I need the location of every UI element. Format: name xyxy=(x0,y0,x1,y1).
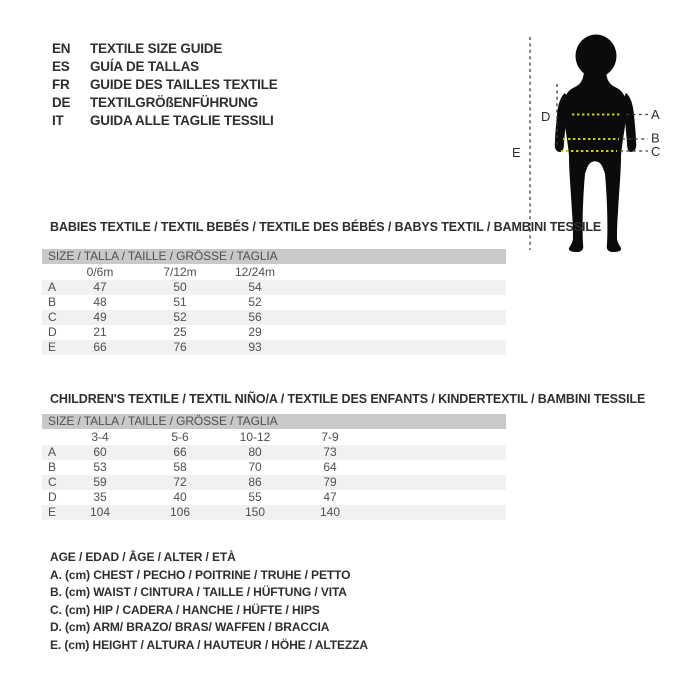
spacer-cell xyxy=(42,264,70,280)
size-cell: 79 xyxy=(323,475,337,489)
size-cell: 35 xyxy=(93,490,107,504)
table-row xyxy=(42,490,506,505)
measurement-label-height: E xyxy=(512,145,521,160)
language-title: TEXTILE SIZE GUIDE xyxy=(90,41,223,56)
language-title: GUIDA ALLE TAGLIE TESSILI xyxy=(90,113,274,128)
size-cell: 48 xyxy=(93,295,107,309)
column-header: 7-9 xyxy=(321,430,339,444)
language-row xyxy=(52,112,278,130)
table-header: SIZE / TALLA / TAILLE / GRÖSSE / TAGLIA xyxy=(42,414,506,429)
babies-size-table xyxy=(42,249,506,355)
row-label: D xyxy=(48,325,57,339)
legend-line-waist: B. (cm) WAIST / CINTURA / TAILLE / HÜFTUNG / VITA xyxy=(50,585,347,599)
table-row xyxy=(42,445,506,460)
size-cell: 66 xyxy=(173,445,187,459)
size-cell: 72 xyxy=(173,475,187,489)
language-row xyxy=(52,76,278,94)
size-cell: 64 xyxy=(323,460,337,474)
row-label: C xyxy=(48,475,57,489)
size-cell: 106 xyxy=(169,505,191,519)
size-cell: 52 xyxy=(173,310,187,324)
language-row xyxy=(52,58,278,76)
size-cell: 150 xyxy=(244,505,266,519)
size-cell: 47 xyxy=(323,490,337,504)
table-header: SIZE / TALLA / TAILLE / GRÖSSE / TAGLIA xyxy=(42,249,506,264)
row-label: A xyxy=(48,280,57,294)
size-cell: 140 xyxy=(319,505,341,519)
legend-line-height: E. (cm) HEIGHT / ALTURA / HAUTEUR / HÖHE / ALTEZZA xyxy=(50,637,368,652)
language-title: GUÍA DE TALLAS xyxy=(90,59,199,74)
size-cell: 47 xyxy=(93,280,107,294)
row-label: B xyxy=(48,295,57,309)
spacer-cell xyxy=(42,429,70,445)
size-cell: 86 xyxy=(248,475,262,489)
size-cell: 76 xyxy=(173,340,187,354)
row-label: A xyxy=(48,445,57,459)
size-cell: 50 xyxy=(173,280,187,294)
language-code: EN xyxy=(52,41,71,56)
table-row xyxy=(42,280,506,295)
size-cell: 66 xyxy=(93,340,107,354)
table-row xyxy=(42,340,506,355)
language-title: TEXTILGRÖßENFÜHRUNG xyxy=(90,95,258,110)
column-header: 5-6 xyxy=(171,430,189,444)
row-label: C xyxy=(48,310,57,324)
children-size-table xyxy=(42,414,506,520)
column-header: 12/24m xyxy=(234,265,276,279)
row-label: E xyxy=(48,340,57,354)
row-label: D xyxy=(48,490,57,504)
size-cell: 56 xyxy=(248,310,262,324)
table-row xyxy=(42,325,506,340)
legend-line-chest: A. (cm) CHEST / PECHO / POITRINE / TRUHE / PETTO xyxy=(50,567,351,582)
measurement-label-waist: B xyxy=(651,130,660,146)
size-cell: 53 xyxy=(93,460,107,474)
language-row xyxy=(52,94,278,112)
children-section-title: CHILDREN'S TEXTILE / TEXTIL NIÑO/A / TEXTILE DES ENFANTS / KINDERTEXTIL / BAMBINI TESSILE xyxy=(50,392,646,406)
legend-line-hip: C. (cm) HIP / CADERA / HANCHE / HÜFTE / HIPS xyxy=(50,602,320,617)
size-cell: 73 xyxy=(323,445,337,459)
measurement-label-hip: C xyxy=(651,144,661,159)
size-cell: 60 xyxy=(93,445,107,459)
size-cell: 93 xyxy=(248,340,262,354)
size-cell: 70 xyxy=(248,460,262,474)
child-right-arm xyxy=(624,93,636,152)
column-header: 10-12 xyxy=(239,430,271,444)
size-cell: 80 xyxy=(248,445,262,459)
column-header-row xyxy=(42,429,506,445)
size-cell: 104 xyxy=(89,505,111,519)
size-cell: 55 xyxy=(248,490,262,504)
size-cell: 49 xyxy=(93,310,107,324)
babies-section-title: BABIES TEXTILE / TEXTIL BEBÉS / TEXTILE DES BÉBÉS / BABYS TEXTIL / BAMBINI TESSILE xyxy=(50,220,602,234)
language-list xyxy=(52,40,278,130)
size-cell: 58 xyxy=(173,460,187,474)
size-cell: 52 xyxy=(248,295,262,309)
legend-line-arm: D. (cm) ARM/ BRAZO/ BRAS/ WAFFEN / BRACCIA xyxy=(50,620,330,634)
column-header: 0/6m xyxy=(86,265,114,279)
column-header: 7/12m xyxy=(163,265,197,279)
language-code: IT xyxy=(52,113,64,128)
child-head xyxy=(576,35,617,78)
table-row xyxy=(42,310,506,325)
measurement-label-chest: A xyxy=(651,107,660,122)
table-row xyxy=(42,460,506,475)
column-header-row xyxy=(42,264,506,280)
age-legend-line: AGE / EDAD / ÂGE / ALTER / ETÀ xyxy=(50,550,236,564)
language-row xyxy=(52,40,278,58)
language-code: ES xyxy=(52,59,70,74)
size-cell: 40 xyxy=(173,490,187,504)
row-label: E xyxy=(48,505,57,519)
size-cell: 59 xyxy=(93,475,107,489)
table-row xyxy=(42,475,506,490)
language-title: GUIDE DES TAILLES TEXTILE xyxy=(90,77,278,92)
column-header: 3-4 xyxy=(91,430,109,444)
language-code: DE xyxy=(52,95,71,110)
language-code: FR xyxy=(52,77,70,92)
measurement-legend xyxy=(50,549,368,654)
size-cell: 29 xyxy=(248,325,262,339)
measurement-label-arm: D xyxy=(541,109,551,124)
size-cell: 21 xyxy=(93,325,107,339)
table-row xyxy=(42,295,506,310)
row-label: B xyxy=(48,460,57,474)
size-cell: 51 xyxy=(173,295,187,309)
size-cell: 54 xyxy=(248,280,262,294)
table-row xyxy=(42,505,506,520)
size-cell: 25 xyxy=(173,325,187,339)
